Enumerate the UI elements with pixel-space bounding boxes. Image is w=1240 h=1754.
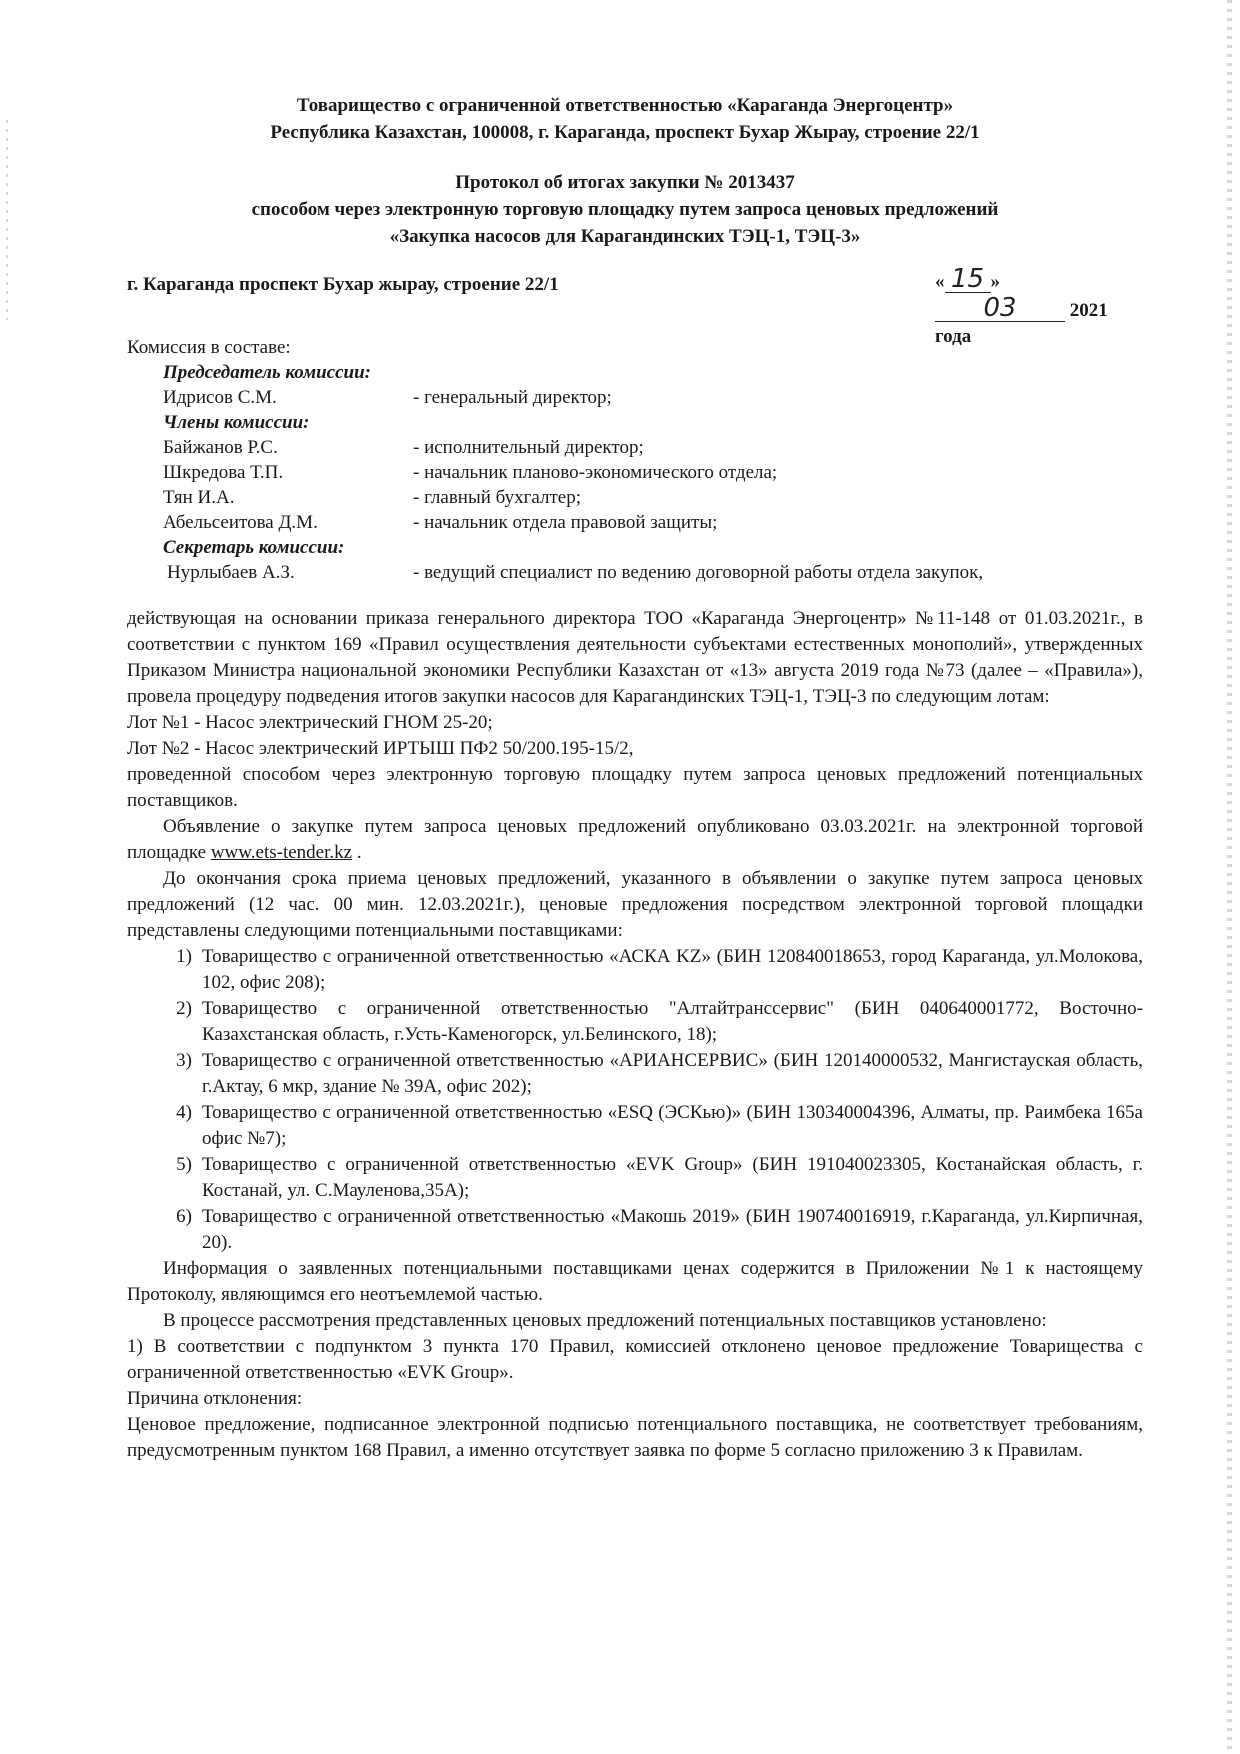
list-number: 3) bbox=[176, 1050, 192, 1071]
org-name: Товарищество с ограниченной ответственностью «Караганда Энергоцентр» bbox=[296, 95, 954, 116]
place-date-row bbox=[127, 264, 1127, 347]
member-position: - начальник планово-экономического отдела; bbox=[413, 462, 778, 483]
org-address: Республика Казахстан, 100008, г. Караганда, проспект Бухар Жырау, строение 22/1 bbox=[270, 122, 980, 143]
member-position: - главный бухгалтер; bbox=[413, 487, 581, 508]
list-item bbox=[127, 1204, 1143, 1256]
protocol-title: Протокол об итогах закупки № 2013437 bbox=[455, 172, 795, 193]
list-number: 4) bbox=[176, 1102, 192, 1123]
announcement-end: . bbox=[352, 842, 362, 863]
announcement-text: Объявление о закупке путем запроса ценовых предложений опубликовано 03.03.2021г. на электронной торговой площадке bbox=[127, 816, 1143, 863]
supplier-text: Товарищество с ограниченной ответственностью "Алтайтранссервис" (БИН 040640001772, Восточно-Казахстанская область, г.Усть-Каменогорск, ул.Белинского, 18); bbox=[202, 998, 1143, 1045]
commission-intro: Комиссия в составе: bbox=[127, 337, 291, 358]
rejection-paragraph: 1) В соответствии с подпунктом 3 пункта 170 Правил, комиссией отклонено ценовое предложение Товарищества с ограниченной ответственностью «EVK Group». bbox=[127, 1336, 1143, 1383]
member-row bbox=[127, 460, 1127, 485]
member-position: - начальник отдела правовой защиты; bbox=[413, 512, 718, 533]
list-number: 2) bbox=[176, 998, 192, 1019]
chair-row bbox=[127, 385, 1127, 410]
member-position: - генеральный директор; bbox=[413, 387, 612, 408]
list-item bbox=[127, 944, 1143, 996]
member-name: Шкредова Т.П. bbox=[163, 462, 284, 483]
supplier-text: Товарищество с ограниченной ответственностью «ESQ (ЭСКью)» (БИН 130340004396, Алматы, пр. Раимбека 165а офис №7); bbox=[202, 1102, 1143, 1149]
member-position: - ведущий специалист по ведению договорной работы отдела закупок, bbox=[413, 562, 984, 583]
review-paragraph: В процессе рассмотрения представленных ценовых предложений потенциальных поставщиков установлено: bbox=[163, 1310, 1047, 1331]
chair-label: Председатель комиссии: bbox=[163, 362, 371, 383]
reason-label: Причина отклонения: bbox=[127, 1388, 303, 1409]
reason-paragraph: Ценовое предложение, подписанное электронной подписью потенциального поставщика, не соответствует требованиям, предусмотренным пунктом 168 Правил, а именно отсутствует заявка по форме 5 согласно приложению 3 к Правилам. bbox=[127, 1414, 1143, 1461]
member-position: - исполнительный директор; bbox=[413, 437, 644, 458]
lot-1: Лот №1 - Насос электрический ГНОМ 25-20; bbox=[127, 712, 493, 733]
date-year: 2021 года bbox=[935, 300, 1108, 347]
commission-block bbox=[127, 335, 1127, 585]
list-item bbox=[127, 1100, 1143, 1152]
list-number: 5) bbox=[176, 1154, 192, 1175]
date-day: 15 bbox=[945, 266, 991, 293]
list-number: 6) bbox=[176, 1206, 192, 1227]
scan-edge-artifact bbox=[1227, 0, 1232, 1754]
member-row bbox=[127, 435, 1127, 460]
member-row bbox=[127, 485, 1127, 510]
secretary-row bbox=[127, 560, 1127, 585]
member-name: Абельсеитова Д.М. bbox=[163, 512, 318, 533]
protocol-subject: «Закупка насосов для Карагандинских ТЭЦ-1, ТЭЦ-3» bbox=[389, 226, 861, 247]
supplier-text: Товарищество с ограниченной ответственностью «Макошь 2019» (БИН 190740016919, г.Караганда, ул.Кирпичная, 20). bbox=[202, 1206, 1143, 1253]
lot-2: Лот №2 - Насос электрический ИРТЫШ ПФ2 50/200.195-15/2, bbox=[127, 738, 634, 759]
organization-header bbox=[130, 93, 1120, 147]
members-label: Члены комиссии: bbox=[163, 412, 310, 433]
list-item bbox=[127, 1048, 1143, 1100]
method-paragraph: проведенной способом через электронную торговую площадку путем запроса ценовых предложений потенциальных поставщиков. bbox=[127, 764, 1143, 811]
supplier-list bbox=[127, 944, 1143, 1256]
supplier-text: Товарищество с ограниченной ответственностью «АСКА KZ» (БИН 120840018653, город Караганда, ул.Молокова, 102, офис 208); bbox=[202, 946, 1143, 993]
secretary-label: Секретарь комиссии: bbox=[163, 537, 345, 558]
member-name: Нурлыбаев А.З. bbox=[167, 562, 295, 583]
list-item bbox=[127, 996, 1143, 1048]
supplier-text: Товарищество с ограниченной ответственностью «EVK Group» (БИН 191040023305, Костанайская область, г. Костанай, ул. С.Мауленова,35А); bbox=[202, 1154, 1143, 1201]
price-info-paragraph: Информация о заявленных потенциальными поставщиками ценах содержится в Приложении №1 к настоящему Протоколу, являющимся его неотъемлемой частью. bbox=[127, 1258, 1143, 1305]
date-close-quote: » bbox=[990, 271, 1000, 292]
member-name: Идрисов С.М. bbox=[163, 387, 277, 408]
announcement-paragraph bbox=[127, 814, 1143, 866]
ets-tender-link[interactable]: www.ets-tender.kz bbox=[210, 842, 353, 863]
date-open-quote: « bbox=[935, 271, 945, 292]
member-row bbox=[127, 510, 1127, 535]
protocol-method: способом через электронную торговую площадку путем запроса ценовых предложений bbox=[251, 199, 999, 220]
protocol-body bbox=[127, 606, 1143, 1464]
place: г. Караганда проспект Бухар жырау, строение 22/1 bbox=[127, 274, 559, 295]
scan-edge-artifact-left bbox=[6, 120, 8, 320]
supplier-text: Товарищество с ограниченной ответственностью «АРИАНСЕРВИС» (БИН 120140000532, Мангистауская область, г.Актау, 6 мкр, здание № 39А, офис 202); bbox=[202, 1050, 1143, 1097]
protocol-title-block bbox=[130, 170, 1120, 251]
member-name: Байжанов Р.С. bbox=[163, 437, 278, 458]
member-name: Тян И.А. bbox=[163, 487, 235, 508]
list-number: 1) bbox=[176, 946, 192, 967]
list-item bbox=[127, 1152, 1143, 1204]
deadline-paragraph: До окончания срока приема ценовых предложений, указанного в объявлении о закупке путем запроса ценовых предложений (12 час. 00 мин. 12.03.2021г.), ценовые предложения посредством электронной торговой площадки представлены следующими потенциальными поставщиками: bbox=[127, 868, 1143, 941]
date-month: 03 bbox=[935, 295, 1065, 322]
basis-paragraph: действующая на основании приказа генерального директора ТОО «Караганда Энергоцентр» №11-148 от 01.03.2021г., в соответствии с пунктом 169 «Правил осуществления деятельности субъектами естественных монополий», утвержденных Приказом Министра национальной экономики Республики Казахстан от «13» августа 2019 года №73 (далее – «Правила»), провела процедуру подведения итогов закупки насосов для Карагандинских ТЭЦ-1, ТЭЦ-3 по следующим лотам: bbox=[127, 608, 1143, 707]
